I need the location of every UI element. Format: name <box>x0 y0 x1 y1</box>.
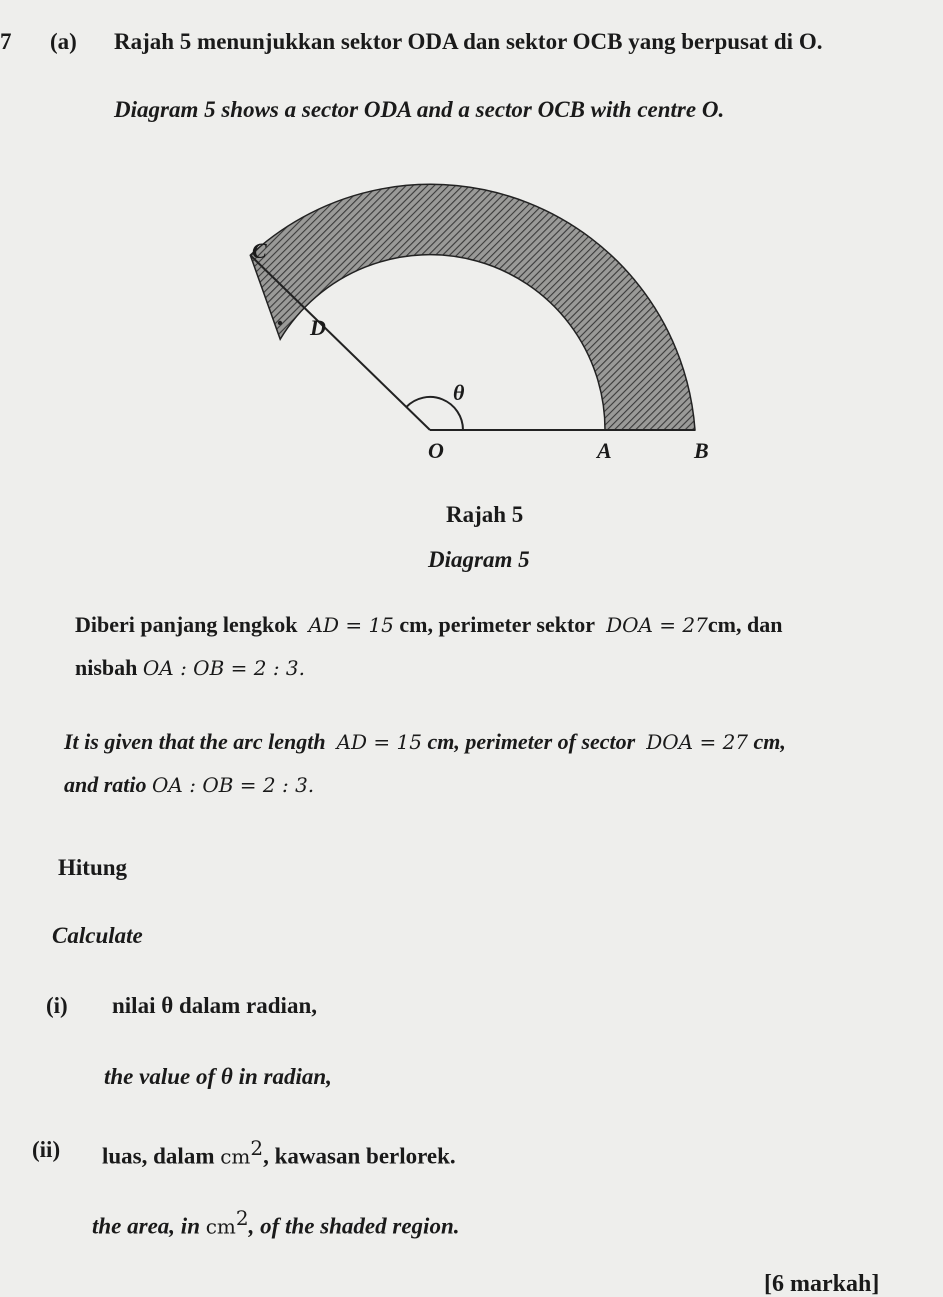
part-ii-english: the area, in $cm^2$, of the shaded region. <box>92 1206 460 1239</box>
shaded-region <box>250 184 695 430</box>
label-d: D <box>310 315 326 340</box>
caption-malay: Rajah 5 <box>446 502 524 527</box>
part-i-malay: nilai θ dalam radian, <box>112 993 317 1018</box>
question-part: (a) <box>50 29 77 54</box>
given-malay-line2: nisbah OA : OB = 2 : 3. <box>75 655 306 680</box>
part-ii-number: (ii) <box>32 1137 61 1162</box>
given-english-line1: It is given that the arc length AD = 15 cm, perimeter of sector DOA = 27 cm, <box>64 729 786 754</box>
given-malay-line1: Diberi panjang lengkok AD = 15 cm, perimeter sektor DOA = 27cm, dan <box>75 612 783 637</box>
given-english-line2: and ratio OA : OB = 2 : 3. <box>64 772 315 797</box>
label-theta: θ <box>453 380 465 405</box>
radius-oc <box>250 255 430 430</box>
question-number: 7 <box>0 29 12 54</box>
label-b: B <box>694 438 709 463</box>
caption-english: Diagram 5 <box>428 547 530 572</box>
hitung-label: Hitung <box>58 855 128 880</box>
label-a: A <box>597 438 612 463</box>
part-i-english: the value of θ in radian, <box>104 1064 332 1089</box>
part-ii-malay: luas, dalam $cm^2$, kawasan berlorek. <box>102 1136 456 1169</box>
marks-label: [6 markah] <box>764 1271 880 1297</box>
intro-english: Diagram 5 shows a sector ODA and a sector OCB with centre O. <box>114 97 725 122</box>
point-dot <box>278 321 282 325</box>
part-i-number: (i) <box>46 993 68 1018</box>
label-c: C <box>252 238 267 263</box>
calculate-label: Calculate <box>52 923 143 948</box>
intro-malay: Rajah 5 menunjukkan sektor ODA dan sektor OCB yang berpusat di O. <box>114 29 823 54</box>
label-o: O <box>428 438 444 463</box>
sector-diagram <box>240 160 740 480</box>
